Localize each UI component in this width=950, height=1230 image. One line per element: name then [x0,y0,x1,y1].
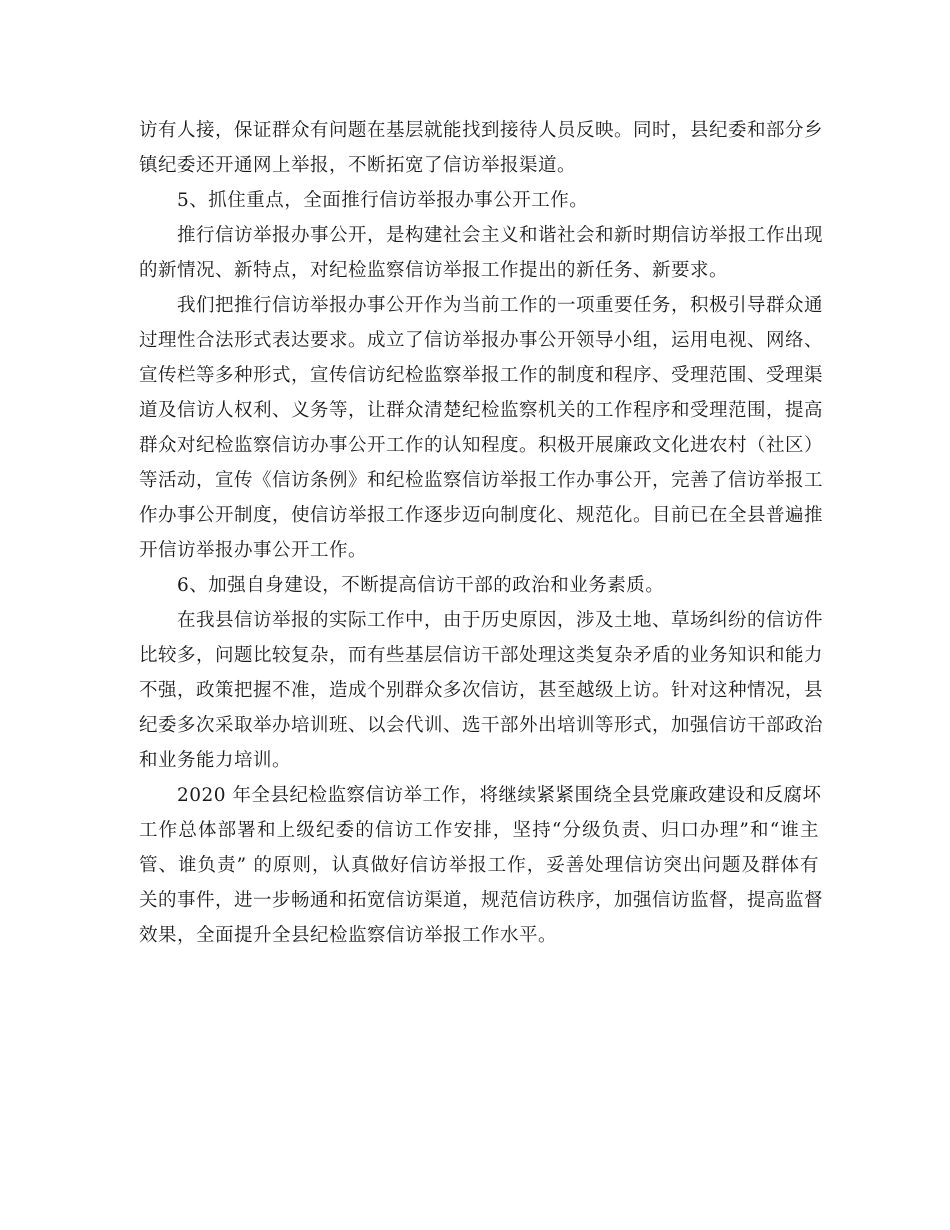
paragraph-line: 比较多，问题比较复杂，而有些基层信访干部处理这类复杂矛盾的业务知识和能力 [139,645,824,666]
paragraph-line: 等活动，宣传《信访条例》和纪检监察信访举报工作办事公开，完善了信访举报工 [139,470,824,491]
paragraph-line: 我们把推行信访举报办事公开作为当前工作的一项重要任务，积极引导群众通 [177,295,824,316]
paragraph-line: 群众对纪检监察信访办事公开工作的认知程度。积极开展廉政文化进农村（社区） [139,435,824,456]
paragraph-line: 开信访举报办事公开工作。 [139,540,368,561]
section-heading: 5、抓住重点，全面推行信访举报办事公开工作。 [177,190,589,211]
paragraph-line: 和业务能力培训。 [139,750,292,771]
paragraph-line: 效果，全面提升全县纪检监察信访举报工作水平。 [139,925,558,946]
paragraph-line: 关的事件，进一步畅通和拓宽信访渠道，规范信访秩序，加强信访监督，提高监督 [139,890,824,911]
paragraph-line: 不强，政策把握不准，造成个别群众多次信访，甚至越级上访。针对这种情况，县 [139,680,824,701]
paragraph-line: 过理性合法形式表达要求。成立了信访举报办事公开领导小组，运用电视、网络、 [139,330,824,351]
paragraph-line: 道及信访人权利、义务等，让群众清楚纪检监察机关的工作程序和受理范围，提高 [139,400,824,421]
paragraph-line: 2020 年全县纪检监察信访举工作，将继续紧紧围绕全县党廉政建设和反腐坏 [177,785,822,806]
paragraph-line: 宣传栏等多种形式，宣传信访纪检监察举报工作的制度和程序、受理范围、受理渠 [139,365,824,386]
section-heading: 6、加强自身建设，不断提高信访干部的政治和业务素质。 [177,575,665,596]
paragraph-line: 工作总体部署和上级纪委的信访工作安排，坚持“分级负责、归口办理”和“谁主 [139,820,819,841]
paragraph-line: 推行信访举报办事公开，是构建社会主义和谐社会和新时期信访举报工作出现 [177,225,824,246]
paragraph-line: 管、谁负责” 的原则，认真做好信访举报工作，妥善处理信访突出问题及群体有 [139,855,819,876]
paragraph-line: 镇纪委还开通网上举报，不断拓宽了信访举报渠道。 [139,155,577,176]
paragraph-line: 纪委多次采取举办培训班、以会代训、选干部外出培训等形式，加强信访干部政治 [139,715,824,736]
paragraph-line: 在我县信访举报的实际工作中，由于历史原因，涉及土地、草场纠纷的信访件 [177,610,824,631]
paragraph-line: 访有人接，保证群众有问题在基层就能找到接待人员反映。同时，县纪委和部分乡 [139,120,824,141]
paragraph-line: 作办事公开制度，使信访举报工作逐步迈向制度化、规范化。目前已在全县普遍推 [139,505,824,526]
paragraph-line: 的新情况、新特点，对纪检监察信访举报工作提出的新任务、新要求。 [139,260,729,281]
